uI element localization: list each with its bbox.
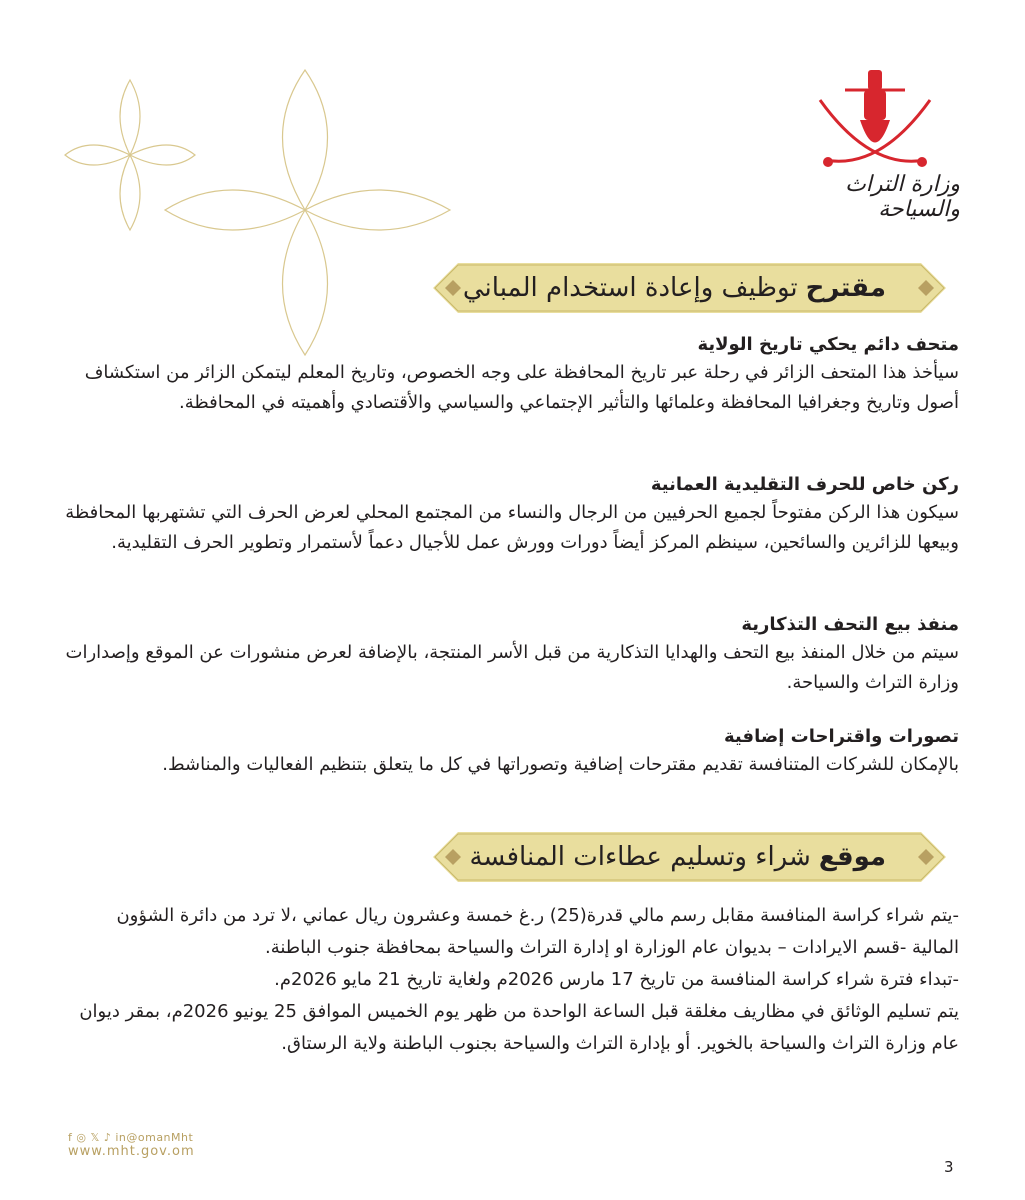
purchase-line-period: -تبداء فترة شراء كراسة المنافسة من تاريخ 17 مارس 2026م ولغاية تاريخ 21 مايو 2026م. [274,969,959,990]
banner-title: مقترح توظيف وإعادة استخدام المباني [462,273,886,303]
section-additional-proposals [64,724,959,780]
section-banner-location [433,832,946,882]
social-icons[interactable]: f ◎ 𝕏 ♪ in [68,1131,127,1144]
section-souvenir-outlet [64,612,959,724]
social-handle[interactable]: @omanMht [126,1131,194,1144]
section-museum [64,332,959,472]
purchase-line-delivery: يتم تسليم الوثائق في مظاريف مغلقة قبل الساعة الواحدة من ظهر يوم الخميس الموافق 25 يونيو 2026م، بمقر ديوان عام وزارة التراث والسياحة بالخوير. أو بإدارة التراث والسياحة بجنوب الباطنة ولاية الرستاق. [79,1001,959,1054]
section-title: تصورات واقتراحات إضافية [724,726,959,747]
proposal-sections [64,332,959,780]
section-body: بالإمكان للشركات المتنافسة تقديم مقترحات إضافية وتصوراتها في كل ما يتعلق بتنظيم الفعاليات والمناشط. [162,754,959,775]
purchase-line-fee: -يتم شراء كراسة المنافسة مقابل رسم مالي قدرة(25) ر.غ خمسة وعشرون ريال عماني ،لا ترد من دائرة الشؤون المالية -قسم الايرادات – بديوان عام الوزارة او إدارة التراث والسياحة بمحافظة جنوب الباطنة. [116,905,959,958]
section-body: سيتم من خلال المنفذ بيع التحف والهدايا التذكارية من قبل الأسر المنتجة، بالإضافة لعرض منشورات عن الموقع وإصدارات وزارة التراث والسياحة. [65,642,959,693]
section-title: متحف دائم يحكي تاريخ الولاية [697,334,959,355]
banner-title: موقع شراء وتسليم عطاءات المنافسة [469,842,886,872]
website-url[interactable]: www.mht.gov.om [68,1144,195,1159]
section-title: منفذ بيع التحف التذكارية [741,614,959,635]
social-links[interactable] [68,1131,193,1144]
section-banner-proposal [433,263,946,313]
section-body: سيكون هذا الركن مفتوحاً لجميع الحرفيين من الرجال والنساء من المجتمع المحلي لعرض الحرف التي تشتهربها المحافظة وبيعها للزائرين والسائحين، سينظم المركز أيضاً دورات وورش عمل للأجيال دعماً لأستمرار وتطوير الحرف التقليدية. [65,502,959,553]
page-number: 3 [944,1158,954,1176]
section-crafts-corner [64,472,959,612]
section-body: سيأخذ هذا المتحف الزائر في رحلة عبر تاريخ المحافظة على وجه الخصوص، وتاريخ المعلم ليتمكن الزائر من استكشاف أصول وتاريخ وجغرافيا المحافظة وعلمائها والتأثير الإجتماعي والسياسي والأقتصادي وأهميته في المحافظة. [84,362,959,413]
decorative-petal-pattern [40,60,460,360]
purchase-info [64,900,959,1060]
ministry-name-logo: وزارة التراث والسياحة [845,172,960,222]
section-title: ركن خاص للحرف التقليدية العمانية [650,474,959,495]
